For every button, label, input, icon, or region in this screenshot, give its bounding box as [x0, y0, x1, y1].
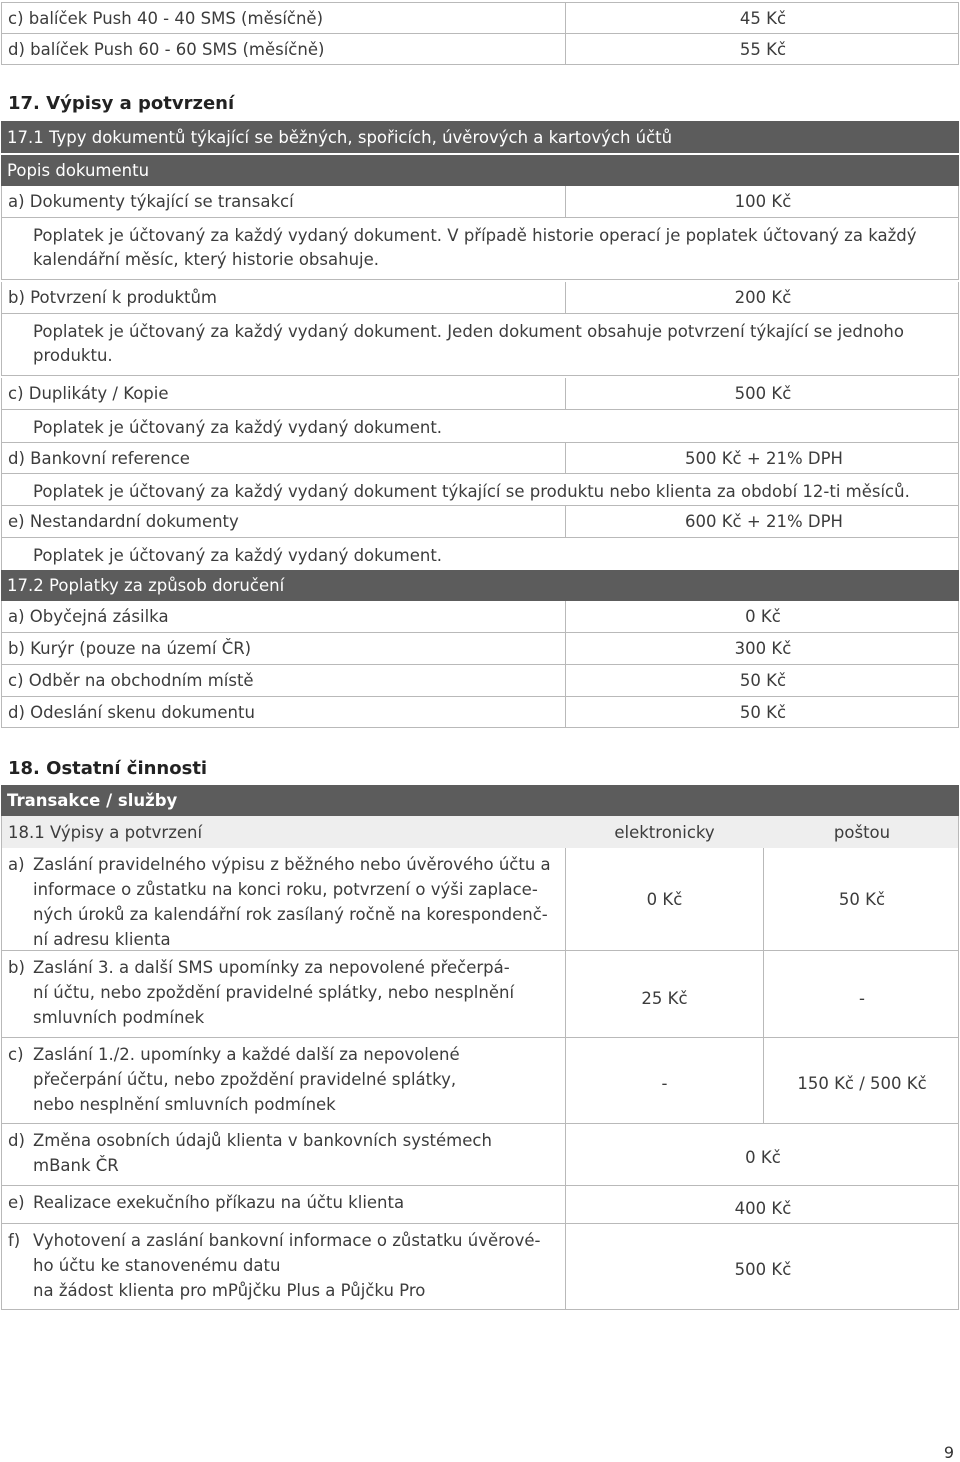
- column-header-electronic: elektronicky: [614, 822, 715, 842]
- description-line: na žádost klienta pro mPůjčku Plus a Půjčku Pro: [33, 1281, 426, 1300]
- subheader-label: 18.1 Výpisy a potvrzení: [8, 822, 203, 842]
- delivery-label: b) Kurýr (pouze na území ČR): [8, 639, 252, 658]
- document-row: [1, 442, 959, 474]
- description-line: Vyhotovení a zaslání bankovní informace o zůstatku úvěrové-: [33, 1231, 541, 1250]
- document-label: c) Duplikáty / Kopie: [8, 384, 169, 403]
- document-label: a) Dokumenty týkající se transakcí: [8, 192, 294, 211]
- document-row: [1, 282, 959, 314]
- description-line: Změna osobních údajů klienta v bankovních systémech: [33, 1131, 492, 1150]
- item-marker: f): [8, 1231, 21, 1250]
- document-row: [1, 186, 959, 218]
- subsection-header: [1, 570, 959, 601]
- service-description: [8, 1224, 558, 1309]
- document-note-row: [1, 218, 959, 280]
- service-description: [8, 1038, 558, 1123]
- description-line: Zaslání 3. a další SMS upomínky za nepovolené přečerpá-: [33, 958, 510, 977]
- document-fee: 500 Kč + 21% DPH: [685, 448, 843, 468]
- description-line: Zaslání pravidelného výpisu z běžného nebo úvěrového účtu a: [33, 855, 551, 874]
- delivery-label: a) Obyčejná zásilka: [8, 607, 169, 626]
- service-row: [1, 951, 959, 1038]
- fee-value: 500 Kč: [734, 1260, 792, 1279]
- description-line: přečerpání účtu, nebo zpoždění pravidelné splátky,: [33, 1070, 457, 1089]
- item-marker: d): [8, 1131, 25, 1150]
- fee-value: 55 Kč: [739, 39, 787, 59]
- fee-label: d) balíček Push 60 - 60 SMS (měsíčně): [8, 39, 325, 59]
- service-row: [1, 1038, 959, 1124]
- delivery-row: [1, 697, 959, 728]
- service-description: [8, 1124, 558, 1185]
- service-row: [1, 1186, 959, 1224]
- document-fee: 500 Kč: [734, 384, 792, 403]
- fee-value: 0 Kč: [745, 1148, 781, 1167]
- item-marker: c): [8, 1045, 24, 1064]
- fee-value: 45 Kč: [739, 8, 787, 28]
- description-line: informace o zůstatku na konci roku, potvrzení o výši zaplace-: [33, 880, 538, 899]
- document-fee: 100 Kč: [734, 192, 792, 211]
- delivery-row: [1, 633, 959, 665]
- document-note-row: [1, 538, 959, 570]
- section-title: 17. Výpisy a potvrzení: [8, 93, 235, 114]
- page-number: 9: [943, 1443, 954, 1462]
- document-note: Poplatek je účtovaný za každý vydaný dokument.: [33, 546, 443, 565]
- document-note-row: [1, 474, 959, 506]
- document-row: [1, 378, 959, 410]
- description-line: Zaslání 1./2. upomínky a každé další za nepovolené: [33, 1045, 460, 1064]
- delivery-fee: 50 Kč: [739, 671, 787, 690]
- service-row: [1, 1224, 959, 1310]
- document-note-row: [1, 314, 959, 376]
- document-note: Poplatek je účtovaný za každý vydaný dokument.: [33, 418, 443, 437]
- description-line: nebo nesplnění smluvních podmínek: [33, 1095, 336, 1114]
- description-header: [1, 155, 959, 186]
- fee-electronic: 25 Kč: [641, 988, 688, 1008]
- service-description: [8, 1186, 558, 1223]
- document-note-row: [1, 410, 959, 442]
- item-marker: b): [8, 958, 25, 977]
- fee-post: -: [859, 988, 865, 1008]
- service-description: [8, 848, 558, 950]
- document-label: d) Bankovní reference: [8, 448, 190, 468]
- fee-post: 50 Kč: [838, 889, 886, 909]
- document-fee: 600 Kč + 21% DPH: [685, 512, 843, 531]
- fee-label: c) balíček Push 40 - 40 SMS (měsíčně): [8, 8, 324, 28]
- document-label: e) Nestandardní dokumenty: [8, 512, 239, 531]
- document-label: b) Potvrzení k produktům: [8, 288, 218, 307]
- description-line: ho účtu ke stanovenému datu: [33, 1256, 281, 1275]
- subsection-header-label: 17.2 Poplatky za způsob doručení: [7, 576, 285, 595]
- document-note: Poplatek je účtovaný za každý vydaný dokument týkající se produktu nebo klienta za období 12-ti měsíců.: [33, 482, 910, 501]
- services-subheader: [1, 816, 959, 848]
- description-line: mBank ČR: [33, 1156, 119, 1175]
- service-description: [8, 951, 558, 1037]
- document-note: Poplatek je účtovaný za každý vydaný dokument. V případě historie operací je poplatek účtovaný za každý kalendářní měsíc, který historie obsahuje.: [33, 226, 917, 269]
- fee-row: [1, 2, 959, 34]
- delivery-row: [1, 601, 959, 633]
- fee-post: 150 Kč / 500 Kč: [797, 1074, 927, 1093]
- column-header-post: poštou: [833, 822, 891, 842]
- description-line: smluvních podmínek: [33, 1008, 205, 1027]
- delivery-row: [1, 665, 959, 697]
- fee-row: [1, 34, 959, 65]
- description-line: Realizace exekučního příkazu na účtu klienta: [33, 1193, 405, 1212]
- description-line: ní účtu, nebo zpoždění pravidelné splátky, nebo nesplnění: [33, 983, 515, 1002]
- document-row: [1, 506, 959, 538]
- delivery-fee: 300 Kč: [734, 639, 792, 658]
- fee-value: 400 Kč: [734, 1199, 792, 1218]
- delivery-fee: 50 Kč: [739, 702, 787, 722]
- description-line: ných úroků za kalendářní rok zasílaný ročně na korespondenč-: [33, 905, 548, 924]
- fee-electronic: -: [661, 1074, 668, 1093]
- fee-electronic: 0 Kč: [646, 889, 683, 909]
- services-header-label: Transakce / služby: [7, 791, 178, 810]
- item-marker: a): [8, 855, 25, 874]
- description-header-label: Popis dokumentu: [7, 161, 150, 180]
- subsection-header: [1, 121, 959, 153]
- document-fee: 200 Kč: [734, 288, 792, 307]
- services-header: [1, 785, 959, 816]
- description-line: ní adresu klienta: [33, 930, 171, 949]
- delivery-label: c) Odběr na obchodním místě: [8, 671, 254, 690]
- service-row: [1, 1124, 959, 1186]
- delivery-fee: 0 Kč: [745, 607, 781, 626]
- service-row: [1, 848, 959, 951]
- subsection-header-label: 17.1 Typy dokumentů týkající se běžných, spořicích, úvěrových a kartových účtů: [7, 127, 673, 147]
- item-marker: e): [8, 1193, 25, 1212]
- document-note: Poplatek je účtovaný za každý vydaný dokument. Jeden dokument obsahuje potvrzení týkající se jednoho produktu.: [33, 322, 904, 365]
- delivery-label: d) Odeslání skenu dokumentu: [8, 702, 255, 722]
- section-title: 18. Ostatní činnosti: [8, 758, 208, 779]
